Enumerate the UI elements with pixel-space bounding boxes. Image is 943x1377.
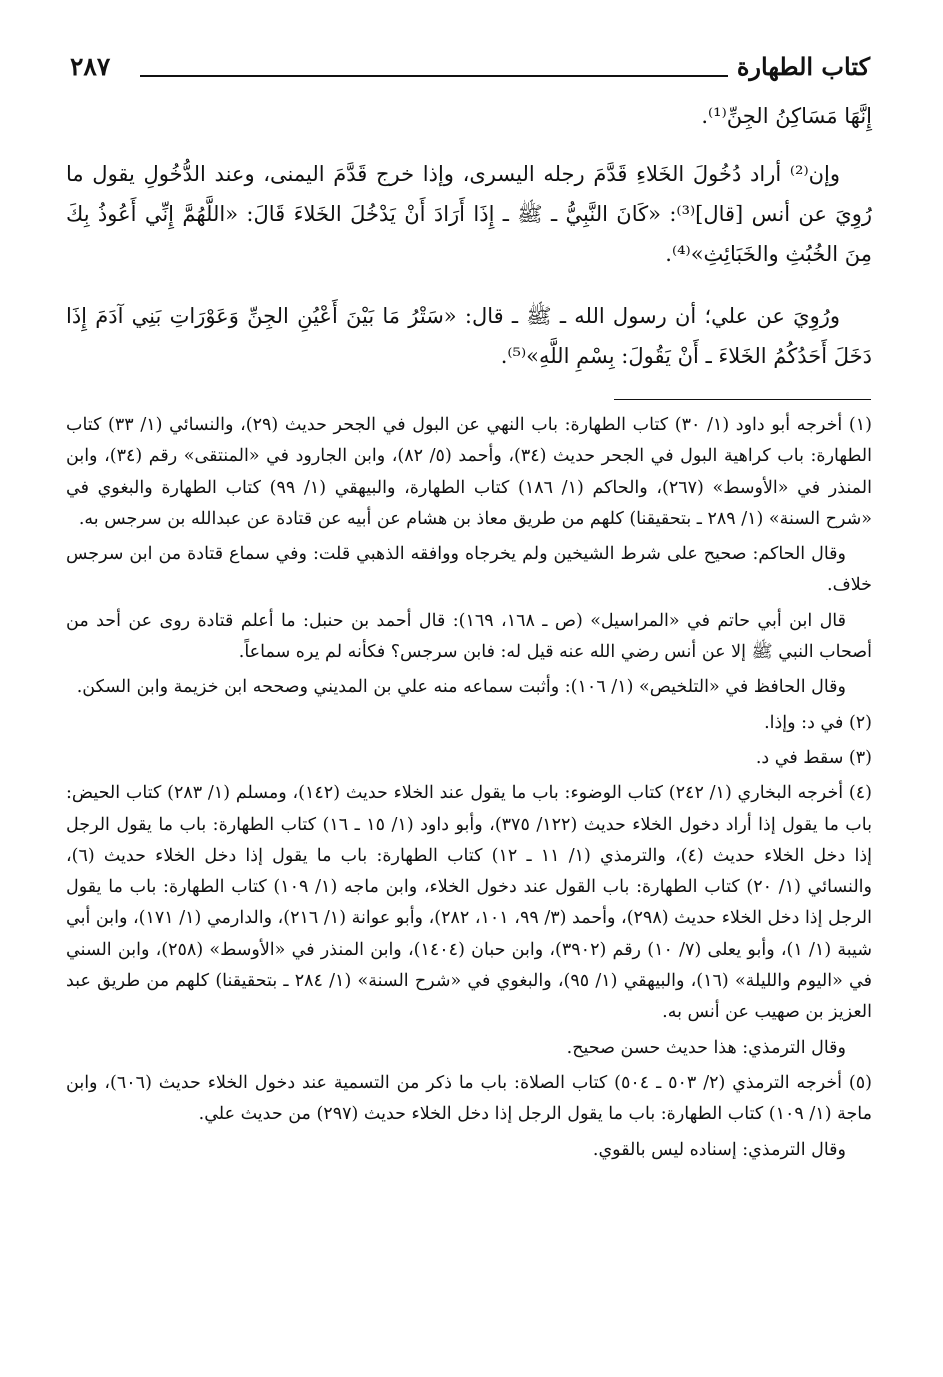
paragraph-2: وإن⁽²⁾ أراد دُخُولَ الخَلاءِ قَدَّمَ رجله اليسرى، وإذا خرج قَدَّمَ اليمنى، وعند الدُّخُولِ يقول ما رُوِيَ عن أنس [قال]⁽³⁾: «كَانَ النَّبِيُّ ـ ﷺ ـ إِذَا أَرَادَ أَنْ يَدْخُلَ الخَلاءَ قَالَ: «اللَّهُمَّ إِنِّي أَعُوذُ بِكَ مِنَ الخُبُثِ والخَبَائِثِ»⁽⁴⁾. xyxy=(66,162,872,266)
paragraph-3: ورُوِيَ عن علي؛ أن رسول الله ـ ﷺ ـ قال: «سَتْرُ مَا بَيْنَ أَعْيُنِ الجِنِّ وَعَوْرَاتِ بَنِي آدَمَ إِذَا دَخَلَ أَحَدُكُمُ الخَلاءَ ـ أَنْ يَقُولَ: بِسْمِ اللَّهِ»⁽⁵⁾. xyxy=(66,304,872,368)
footnote-1-note-hakim: وقال الحاكم: صحيح على شرط الشيخين ولم يخرجاه ووافقه الذهبي قلت: وفي سماع قتادة من ابن سرجس خلاف. xyxy=(66,544,872,596)
paragraph-1: إِنَّهَا مَسَاكِنُ الجِنِّ⁽¹⁾. xyxy=(701,104,872,128)
footnote-separator xyxy=(614,399,871,400)
footnote-3: (٣) سقط في د. xyxy=(755,747,872,768)
footnote-2: (٢) في د: وإذا. xyxy=(764,712,872,733)
footnote-5: (٥) أخرجه الترمذي (٢/ ٥٠٣ ـ ٥٠٤) كتاب الصلاة: باب ما ذكر من التسمية عند دخول الخلاء حديث (٦٠٦)، وابن ماجة (١/ ١٠٩) كتاب الطهارة: باب ما يقول الرجل إذا دخل الخلاء حديث (٢٩٧) من حديث علي. xyxy=(66,1072,872,1125)
footnote-4-note-tirmidhi: وقال الترمذي: هذا حديث حسن صحيح. xyxy=(566,1037,846,1058)
page-number: ٢٨٧ xyxy=(70,52,111,81)
footnote-4: (٤) أخرجه البخاري (١/ ٢٤٢) كتاب الوضوء: باب ما يقول عند الخلاء حديث (١٤٢)، ومسلم (١/ ٢٨٣) كتاب الحيض: باب ما يقول إذا أراد دخول الخلاء حديث (١٢٢/ ٣٧٥)، وأبو داود (١/ ١٥ ـ ١٦) كتاب الطهارة: باب ما يقول الرجل إذا دخل الخلاء حديث (٤)، والترمذي (١/ ١١ ـ ١٢) كتاب الطهارة: باب ما يقول إذا دخل الخلاء حديث (٦)، والنسائي (١/ ٢٠) كتاب الطهارة: باب القول عند دخول الخلاء، وابن ماجه (١/ ١٠٩) كتاب الطهارة: باب ما يقول الرجل إذا دخل الخلاء حديث (٢٩٨)، وأحمد (٣/ ٩٩، ١٠١، ٢٨٢)، وأبو عوانة (١/ ٢١٦)، والدارمي (١/ ١٧١)، وابن أبي شيبة (١/ ١)، وأبو يعلى (٧/ ١٠) رقم (٣٩٠٢)، وابن حبان (١٤٠٤)، وابن المنذر في «الأوسط» (٢٥٨)، وابن السني في «اليوم والليلة» (١٦)، والبيهقي (١/ ٩٥)، والبغوي في «شرح السنة» (١/ ٢٨٤ ـ بتحقيقنا) كلهم من طريق عبد العزيز بن صهيب عن أنس به. xyxy=(66,783,872,1023)
footnotes xyxy=(66,410,872,1166)
footnote-1-note-ibn-abi-hatim: قال ابن أبي حاتم في «المراسيل» (ص ـ ١٦٨، ١٦٩): قال أحمد بن حنبل: ما أعلم قتادة روى عن أحد من أصحاب النبي ﷺ إلا عن أنس رضي الله عنه قيل له: فابن سرجس؟ فكأنه لم يره سماعاً. xyxy=(66,610,872,663)
chapter-title: كتاب الطهارة xyxy=(736,52,870,81)
main-text xyxy=(66,96,872,398)
footnote-1: (١) أخرجه أبو داود (١/ ٣٠) كتاب الطهارة: باب النهي عن البول في الجحر حديث (٢٩)، والنسائي (١/ ٣٣) كتاب الطهارة: باب كراهية البول في الجحر حديث (٣٤)، وأحمد (٥/ ٨٢)، وابن الجارود في «المنتقى» رقم (٣٤)، وابن المنذر في «الأوسط» (٢٦٧)، والحاكم (١/ ١٨٦) كتاب الطهارة، والبيهقي (١/ ٩٩) كتاب الطهارة والبغوي في «شرح السنة» (١/ ٢٨٩ ـ بتحقيقنا) كلهم من طريق معاذ بن هشام عن أبيه عن قتادة عن عبدالله بن سرجس به. xyxy=(66,415,872,529)
running-header xyxy=(70,52,870,92)
header-rule xyxy=(140,75,728,77)
footnote-5-note-tirmidhi: وقال الترمذي: إسناده ليس بالقوي. xyxy=(592,1139,846,1160)
footnote-1-note-hafiz: وقال الحافظ في «التلخيص» (١/ ١٠٦): وأثبت سماعه منه علي بن المديني وصححه ابن خزيمة وابن السكن. xyxy=(76,677,846,698)
